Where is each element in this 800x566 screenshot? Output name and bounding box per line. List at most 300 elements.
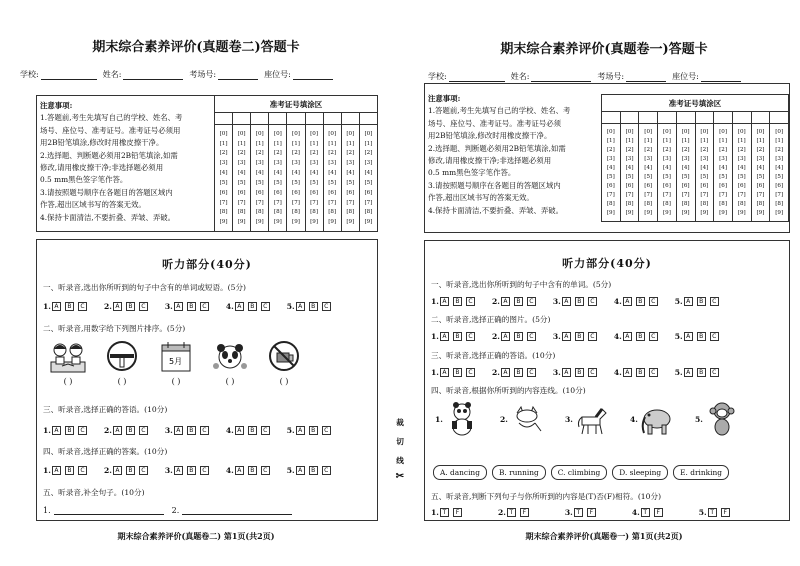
option-box-a[interactable]: A <box>113 426 122 435</box>
id-bubble[interactable]: [8] <box>756 201 765 207</box>
school-field[interactable]: 学校: <box>428 71 505 82</box>
id-bubble[interactable]: [6] <box>662 183 671 189</box>
id-bubble[interactable]: [3] <box>292 160 300 167</box>
id-bubble[interactable]: [3] <box>737 156 746 162</box>
id-bubble[interactable]: [5] <box>328 179 337 186</box>
option-box-c[interactable]: C <box>78 466 87 475</box>
id-bubble[interactable]: [8] <box>625 201 634 207</box>
id-bubble[interactable]: [8] <box>346 209 355 216</box>
id-bubble[interactable]: [2] <box>219 150 228 157</box>
id-bubble[interactable]: [0] <box>364 130 373 137</box>
id-bubble[interactable]: [2] <box>237 150 246 157</box>
animal-2[interactable]: 2. <box>500 401 565 437</box>
option-box-b[interactable]: B <box>187 466 196 475</box>
question-3-options[interactable] <box>431 368 736 377</box>
question-2-options[interactable] <box>431 332 736 341</box>
id-bubble[interactable]: [2] <box>310 150 319 157</box>
id-bubble[interactable]: [8] <box>328 209 337 216</box>
option-box-f[interactable]: F <box>520 508 529 517</box>
option-box-c[interactable]: C <box>200 426 209 435</box>
id-bubble[interactable]: [1] <box>681 138 690 144</box>
option-box-b[interactable]: B <box>514 368 523 377</box>
word-climbing[interactable]: C. climbing <box>551 465 608 480</box>
option-box-c[interactable]: C <box>527 368 536 377</box>
option-box-b[interactable]: B <box>514 332 523 341</box>
option-box-c[interactable]: C <box>322 426 331 435</box>
id-bubble[interactable]: [5] <box>775 174 784 180</box>
option-box-t[interactable]: T <box>574 508 583 517</box>
id-bubble[interactable]: [6] <box>719 183 728 189</box>
id-bubble[interactable]: [7] <box>775 192 784 198</box>
exam-id-grid[interactable] <box>215 125 377 231</box>
id-bubble[interactable]: [1] <box>364 140 373 147</box>
option-box-a[interactable]: A <box>684 332 693 341</box>
option-box-a[interactable]: A <box>52 466 61 475</box>
option-box-c[interactable]: C <box>322 466 331 475</box>
id-bubble[interactable]: [3] <box>756 156 765 162</box>
id-digit-column[interactable] <box>306 125 324 231</box>
option-box-a[interactable]: A <box>623 368 632 377</box>
id-bubble[interactable]: [1] <box>292 140 300 147</box>
id-bubble[interactable]: [7] <box>756 192 765 198</box>
id-bubble[interactable]: [1] <box>700 138 709 144</box>
option-box-a[interactable]: A <box>174 466 183 475</box>
id-bubble[interactable]: [6] <box>219 189 228 196</box>
id-write-cell[interactable] <box>360 113 377 124</box>
option-box-c[interactable]: C <box>588 368 597 377</box>
option-box-c[interactable]: C <box>588 297 597 306</box>
question-4-options[interactable] <box>43 466 348 475</box>
option-box-a[interactable]: A <box>440 297 449 306</box>
id-bubble[interactable]: [2] <box>756 147 765 153</box>
id-bubble[interactable]: [0] <box>737 129 746 135</box>
option-box-c[interactable]: C <box>139 466 148 475</box>
id-bubble[interactable]: [1] <box>219 140 228 147</box>
id-bubble[interactable]: [1] <box>662 138 671 144</box>
id-bubble[interactable]: [3] <box>328 160 337 167</box>
option-box-a[interactable]: A <box>562 297 571 306</box>
id-bubble[interactable]: [7] <box>700 192 709 198</box>
option-box-a[interactable]: A <box>562 332 571 341</box>
option-box-b[interactable]: B <box>697 297 706 306</box>
id-bubble[interactable]: [8] <box>662 201 671 207</box>
id-bubble[interactable]: [3] <box>346 160 355 167</box>
option-box-f[interactable]: F <box>587 508 596 517</box>
id-bubble[interactable]: [4] <box>606 165 615 171</box>
id-digit-column[interactable] <box>714 124 733 221</box>
option-box-b[interactable]: B <box>697 332 706 341</box>
id-bubble[interactable]: [0] <box>273 130 282 137</box>
id-bubble[interactable]: [6] <box>625 183 634 189</box>
id-bubble[interactable]: [9] <box>237 219 246 226</box>
option-box-c[interactable]: C <box>710 297 719 306</box>
id-write-cell[interactable] <box>233 113 251 124</box>
id-digit-column[interactable] <box>342 125 360 231</box>
id-bubble[interactable]: [8] <box>219 209 228 216</box>
id-bubble[interactable]: [0] <box>219 130 228 137</box>
id-bubble[interactable]: [5] <box>681 174 690 180</box>
id-bubble[interactable]: [8] <box>700 201 709 207</box>
option-box-a[interactable]: A <box>296 466 305 475</box>
id-bubble[interactable]: [7] <box>328 199 337 206</box>
option-box-t[interactable]: T <box>507 508 516 517</box>
option-box-c[interactable]: C <box>649 332 658 341</box>
id-bubble[interactable]: [3] <box>364 160 373 167</box>
id-bubble[interactable]: [3] <box>310 160 319 167</box>
id-digit-column[interactable] <box>639 124 658 221</box>
id-bubble[interactable]: [6] <box>346 189 355 196</box>
animal-1[interactable]: 1. <box>435 401 500 437</box>
option-box-b[interactable]: B <box>636 332 645 341</box>
name-field[interactable]: 姓名: <box>103 69 184 80</box>
id-bubble[interactable]: [4] <box>237 170 246 177</box>
option-box-b[interactable]: B <box>65 302 74 311</box>
id-digit-column[interactable] <box>602 124 621 221</box>
id-bubble[interactable]: [2] <box>662 147 671 153</box>
id-bubble[interactable]: [6] <box>681 183 690 189</box>
id-digit-column[interactable] <box>251 125 269 231</box>
id-bubble[interactable]: [4] <box>364 170 373 177</box>
school-field[interactable]: 学校: <box>20 69 97 80</box>
id-bubble[interactable]: [5] <box>719 174 728 180</box>
id-bubble[interactable]: [2] <box>719 147 728 153</box>
id-bubble[interactable]: [6] <box>237 189 246 196</box>
option-box-b[interactable]: B <box>453 368 462 377</box>
id-bubble[interactable]: [8] <box>775 201 784 207</box>
option-box-b[interactable]: B <box>697 368 706 377</box>
option-box-t[interactable]: T <box>440 508 449 517</box>
id-bubble[interactable]: [9] <box>756 210 765 216</box>
id-bubble[interactable]: [0] <box>719 129 728 135</box>
seat-field[interactable]: 座位号: <box>672 71 741 82</box>
id-bubble[interactable]: [5] <box>700 174 709 180</box>
id-write-cell[interactable] <box>342 113 360 124</box>
id-bubble[interactable]: [8] <box>273 209 282 216</box>
id-bubble[interactable]: [9] <box>700 210 709 216</box>
option-box-f[interactable]: F <box>654 508 663 517</box>
id-digit-column[interactable] <box>621 124 640 221</box>
option-box-a[interactable]: A <box>174 302 183 311</box>
option-box-b[interactable]: B <box>126 426 135 435</box>
option-box-a[interactable]: A <box>501 297 510 306</box>
id-write-cell[interactable] <box>324 113 342 124</box>
option-box-a[interactable]: A <box>296 302 305 311</box>
id-bubble[interactable]: [7] <box>364 199 373 206</box>
id-bubble[interactable]: [2] <box>255 150 264 157</box>
id-bubble[interactable]: [6] <box>737 183 746 189</box>
option-box-c[interactable]: C <box>710 368 719 377</box>
option-box-a[interactable]: A <box>440 368 449 377</box>
id-bubble[interactable]: [8] <box>237 209 246 216</box>
option-box-f[interactable]: F <box>721 508 730 517</box>
option-box-b[interactable]: B <box>126 302 135 311</box>
exam-id-fill-area[interactable]: 准考证号填涂区 [0] [1] [2] [3] [4] [5] [6] [7] [8] [9] [0] [1] [2] [3] [4] [5] [6] [7] [8] [9] [0] [1] [2] [3] [4] [5] [6] [7] [8] [9] [0] [1] [2] [3] [4] [5] [6] [7] [8] [9] [0] [1] [2] [3] [4] [5] [6] [7] [8] [9] [0] [1] [2] [3] [4] [5] [6] [7] [8] [9] [0] [1] [2] [3] [4] [5] [6] [7] [8] [9] [0] [1] [2] [3] [4] [5] [6] [7] [8] [9] [0] [1] [2] [3] [4] [5] [6] [7] [8] [9] [0] [1] [2] [3] [4] [5] [6] [7] [8] [9] <box>601 94 789 222</box>
option-box-a[interactable]: A <box>684 297 693 306</box>
word-drinking[interactable]: E. drinking <box>673 465 729 480</box>
id-bubble[interactable]: [7] <box>625 192 634 198</box>
id-bubble[interactable]: [2] <box>737 147 746 153</box>
id-bubble[interactable]: [1] <box>237 140 246 147</box>
option-box-a[interactable]: A <box>296 426 305 435</box>
id-bubble[interactable]: [2] <box>364 150 373 157</box>
option-box-a[interactable]: A <box>235 426 244 435</box>
id-bubble[interactable]: [7] <box>310 199 319 206</box>
id-bubble[interactable]: [1] <box>775 138 784 144</box>
id-bubble[interactable]: [7] <box>292 199 300 206</box>
option-box-a[interactable]: A <box>52 302 61 311</box>
id-bubble[interactable]: [9] <box>255 219 264 226</box>
id-bubble[interactable]: [7] <box>737 192 746 198</box>
option-box-c[interactable]: C <box>139 302 148 311</box>
id-write-cell[interactable] <box>306 113 324 124</box>
id-bubble[interactable]: [5] <box>644 174 653 180</box>
id-bubble[interactable]: [1] <box>606 138 615 144</box>
id-bubble[interactable]: [4] <box>255 170 264 177</box>
id-bubble[interactable]: [5] <box>310 179 319 186</box>
option-box-b[interactable]: B <box>248 426 257 435</box>
id-bubble[interactable]: [3] <box>273 160 282 167</box>
id-bubble[interactable]: [2] <box>775 147 784 153</box>
option-box-c[interactable]: C <box>139 426 148 435</box>
option-box-b[interactable]: B <box>187 302 196 311</box>
option-box-c[interactable]: C <box>649 368 658 377</box>
id-bubble[interactable]: [8] <box>310 209 319 216</box>
id-digit-column[interactable] <box>733 124 752 221</box>
id-bubble[interactable]: [5] <box>737 174 746 180</box>
id-bubble[interactable]: [4] <box>328 170 337 177</box>
word-running[interactable]: B. running <box>492 465 546 480</box>
id-bubble[interactable]: [4] <box>700 165 709 171</box>
animal-3[interactable]: 3. <box>565 401 630 437</box>
question-1-options[interactable] <box>43 302 348 311</box>
option-box-a[interactable]: A <box>501 368 510 377</box>
option-box-c[interactable]: C <box>588 332 597 341</box>
option-box-b[interactable]: B <box>514 297 523 306</box>
id-bubble[interactable]: [6] <box>644 183 653 189</box>
id-bubble[interactable]: [3] <box>219 160 228 167</box>
option-box-a[interactable]: A <box>52 426 61 435</box>
option-box-b[interactable]: B <box>575 368 584 377</box>
id-bubble[interactable]: [4] <box>346 170 355 177</box>
id-bubble[interactable]: [6] <box>364 189 373 196</box>
id-bubble[interactable]: [8] <box>255 209 264 216</box>
id-bubble[interactable]: [0] <box>681 129 690 135</box>
id-write-cell[interactable] <box>639 112 658 123</box>
id-bubble[interactable]: [2] <box>273 150 282 157</box>
id-bubble[interactable]: [6] <box>273 189 282 196</box>
id-write-cell[interactable] <box>658 112 677 123</box>
option-box-b[interactable]: B <box>309 302 318 311</box>
id-bubble[interactable]: [2] <box>328 150 337 157</box>
id-bubble[interactable]: [9] <box>328 219 337 226</box>
option-box-f[interactable]: F <box>453 508 462 517</box>
question-3-options[interactable] <box>43 426 348 435</box>
option-box-b[interactable]: B <box>309 426 318 435</box>
exam-room-field[interactable]: 考场号: <box>597 71 666 82</box>
id-bubble[interactable]: [2] <box>346 150 355 157</box>
id-bubble[interactable]: [9] <box>719 210 728 216</box>
id-bubble[interactable]: [0] <box>606 129 615 135</box>
id-bubble[interactable]: [9] <box>737 210 746 216</box>
option-box-a[interactable]: A <box>501 332 510 341</box>
option-box-a[interactable]: A <box>562 368 571 377</box>
id-bubble[interactable]: [5] <box>255 179 264 186</box>
id-bubble[interactable]: [9] <box>310 219 319 226</box>
id-write-cell[interactable] <box>269 113 287 124</box>
animal-4[interactable]: 4. <box>630 401 695 437</box>
id-bubble[interactable]: [3] <box>606 156 615 162</box>
id-bubble[interactable]: [7] <box>346 199 355 206</box>
id-bubble[interactable]: [9] <box>681 210 690 216</box>
id-bubble[interactable]: [0] <box>237 130 246 137</box>
id-bubble[interactable]: [7] <box>719 192 728 198</box>
option-box-c[interactable]: C <box>527 332 536 341</box>
id-bubble[interactable]: [0] <box>662 129 671 135</box>
id-digit-column[interactable] <box>269 125 287 231</box>
id-digit-column[interactable] <box>324 125 342 231</box>
id-write-cell[interactable] <box>733 112 752 123</box>
id-bubble[interactable]: [9] <box>346 219 355 226</box>
id-bubble[interactable]: [9] <box>775 210 784 216</box>
option-box-c[interactable]: C <box>527 297 536 306</box>
id-bubble[interactable]: [2] <box>625 147 634 153</box>
id-bubble[interactable]: [9] <box>606 210 615 216</box>
id-digit-column[interactable] <box>696 124 715 221</box>
id-bubble[interactable]: [4] <box>737 165 746 171</box>
id-bubble[interactable]: [3] <box>681 156 690 162</box>
id-bubble[interactable]: [5] <box>346 179 355 186</box>
word-dancing[interactable]: A. dancing <box>433 465 487 480</box>
id-write-cell[interactable] <box>287 113 305 124</box>
word-sleeping[interactable]: D. sleeping <box>612 465 668 480</box>
id-bubble[interactable]: [4] <box>719 165 728 171</box>
id-digit-column[interactable] <box>752 124 771 221</box>
id-bubble[interactable]: [3] <box>625 156 634 162</box>
option-box-c[interactable]: C <box>261 466 270 475</box>
id-bubble[interactable]: [6] <box>775 183 784 189</box>
option-box-b[interactable]: B <box>453 332 462 341</box>
id-bubble[interactable]: [5] <box>219 179 228 186</box>
id-bubble[interactable]: [1] <box>737 138 746 144</box>
option-box-c[interactable]: C <box>200 302 209 311</box>
option-box-c[interactable]: C <box>200 466 209 475</box>
id-write-cell[interactable] <box>677 112 696 123</box>
id-bubble[interactable]: [5] <box>606 174 615 180</box>
id-bubble[interactable]: [0] <box>310 130 319 137</box>
id-bubble[interactable]: [8] <box>737 201 746 207</box>
id-bubble[interactable]: [6] <box>310 189 319 196</box>
option-box-b[interactable]: B <box>126 466 135 475</box>
id-bubble[interactable]: [9] <box>273 219 282 226</box>
id-digit-column[interactable] <box>658 124 677 221</box>
option-box-b[interactable]: B <box>575 332 584 341</box>
id-digit-column[interactable] <box>215 125 233 231</box>
option-box-b[interactable]: B <box>65 426 74 435</box>
option-box-c[interactable]: C <box>261 302 270 311</box>
question-5-answers[interactable]: 1. 2. <box>43 506 300 515</box>
id-bubble[interactable]: [4] <box>775 165 784 171</box>
option-box-a[interactable]: A <box>440 332 449 341</box>
id-bubble[interactable]: [0] <box>775 129 784 135</box>
option-box-b[interactable]: B <box>248 302 257 311</box>
option-box-a[interactable]: A <box>113 466 122 475</box>
exam-id-grid[interactable] <box>602 124 788 221</box>
option-box-c[interactable]: C <box>78 302 87 311</box>
id-digit-column[interactable] <box>233 125 251 231</box>
id-bubble[interactable]: [8] <box>719 201 728 207</box>
id-write-cell[interactable] <box>215 113 233 124</box>
option-box-c[interactable]: C <box>710 332 719 341</box>
id-bubble[interactable]: [2] <box>700 147 709 153</box>
id-bubble[interactable]: [3] <box>775 156 784 162</box>
id-bubble[interactable]: [9] <box>644 210 653 216</box>
option-box-c[interactable]: C <box>649 297 658 306</box>
id-bubble[interactable]: [5] <box>237 179 246 186</box>
id-bubble[interactable]: [8] <box>644 201 653 207</box>
option-box-b[interactable]: B <box>575 297 584 306</box>
option-box-a[interactable]: A <box>235 466 244 475</box>
id-bubble[interactable]: [5] <box>292 179 300 186</box>
id-bubble[interactable]: [8] <box>681 201 690 207</box>
id-bubble[interactable]: [1] <box>625 138 634 144</box>
id-bubble[interactable]: [3] <box>662 156 671 162</box>
id-bubble[interactable]: [7] <box>662 192 671 198</box>
id-bubble[interactable]: [4] <box>310 170 319 177</box>
id-bubble[interactable]: [3] <box>237 160 246 167</box>
id-bubble[interactable]: [7] <box>644 192 653 198</box>
id-bubble[interactable]: [1] <box>273 140 282 147</box>
id-write-cell[interactable] <box>251 113 269 124</box>
id-bubble[interactable]: [6] <box>328 189 337 196</box>
id-bubble[interactable]: [0] <box>644 129 653 135</box>
id-bubble[interactable]: [7] <box>681 192 690 198</box>
id-bubble[interactable]: [4] <box>756 165 765 171</box>
id-bubble[interactable]: [2] <box>644 147 653 153</box>
option-box-c[interactable]: C <box>78 426 87 435</box>
id-bubble[interactable]: [3] <box>719 156 728 162</box>
name-field[interactable]: 姓名: <box>511 71 592 82</box>
option-box-c[interactable]: C <box>466 368 475 377</box>
id-bubble[interactable]: [1] <box>644 138 653 144</box>
id-bubble[interactable]: [0] <box>292 130 300 137</box>
id-bubble[interactable]: [7] <box>606 192 615 198</box>
id-bubble[interactable]: [6] <box>606 183 615 189</box>
id-bubble[interactable]: [8] <box>292 209 300 216</box>
id-bubble[interactable]: [2] <box>292 150 300 157</box>
id-bubble[interactable]: [9] <box>662 210 671 216</box>
id-bubble[interactable]: [1] <box>346 140 355 147</box>
seat-field[interactable]: 座位号: <box>264 69 333 80</box>
option-box-c[interactable]: C <box>466 297 475 306</box>
id-digit-column[interactable] <box>770 124 788 221</box>
id-write-cell[interactable] <box>714 112 733 123</box>
id-bubble[interactable]: [5] <box>273 179 282 186</box>
id-bubble[interactable]: [4] <box>662 165 671 171</box>
id-bubble[interactable]: [1] <box>255 140 264 147</box>
option-box-b[interactable]: B <box>187 426 196 435</box>
option-box-a[interactable]: A <box>235 302 244 311</box>
option-box-c[interactable]: C <box>322 302 331 311</box>
option-box-a[interactable]: A <box>113 302 122 311</box>
id-bubble[interactable]: [5] <box>756 174 765 180</box>
exam-room-field[interactable]: 考场号: <box>189 69 258 80</box>
id-bubble[interactable]: [1] <box>719 138 728 144</box>
id-write-cell[interactable] <box>602 112 621 123</box>
option-box-a[interactable]: A <box>174 426 183 435</box>
id-write-cell[interactable] <box>770 112 788 123</box>
id-bubble[interactable]: [3] <box>700 156 709 162</box>
id-digit-column[interactable] <box>287 125 305 231</box>
